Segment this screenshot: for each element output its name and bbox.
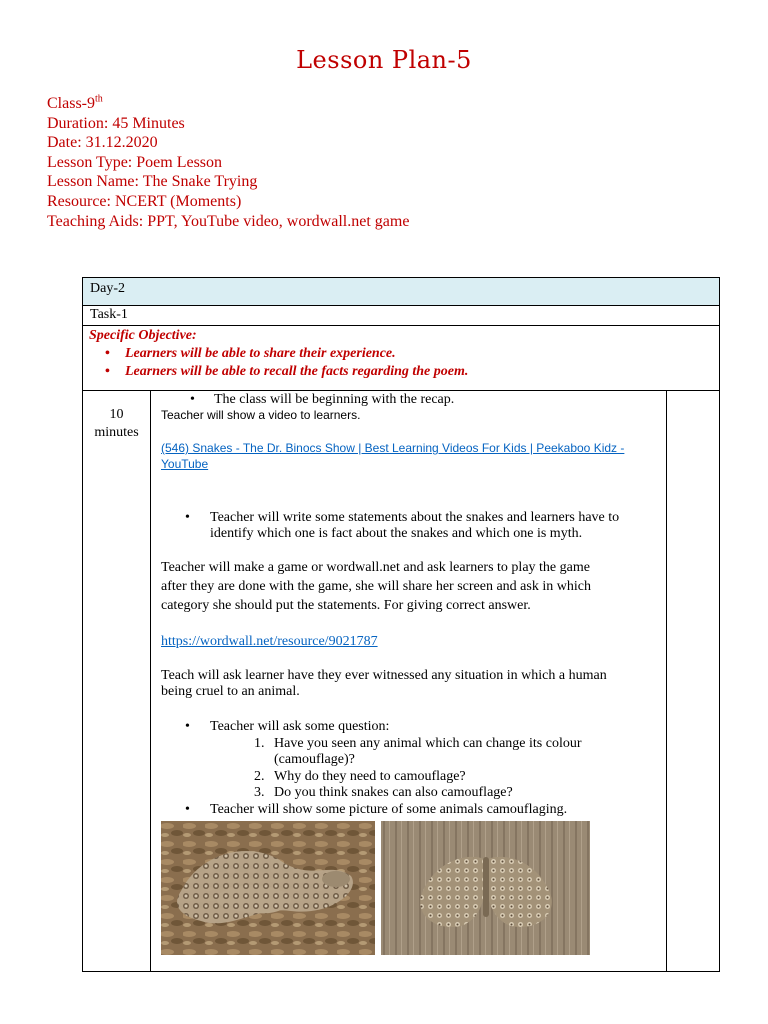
time-cell bbox=[83, 406, 150, 442]
question-number: 3. bbox=[254, 785, 265, 800]
bullet-marker: • bbox=[185, 719, 190, 734]
statements-text-cont: identify which one is fact about the snakes and which one is myth. bbox=[210, 526, 583, 541]
objective-item: • Learners will be able to recall the facts regarding the poem. bbox=[83, 363, 468, 381]
column-divider bbox=[666, 391, 667, 971]
lesson-title: Lesson Plan-5 bbox=[296, 46, 472, 74]
question-text: Why do they need to camouflage? bbox=[274, 769, 466, 784]
bullet-marker: • bbox=[190, 392, 195, 407]
video-link[interactable]: (546) Snakes - The Dr. Binocs Show | Best Learning Videos For Kids | Peekaboo Kidz - bbox=[161, 441, 625, 455]
class-info: Class-9th bbox=[47, 93, 103, 112]
objective-item: • Learners will be able to share their experience. bbox=[83, 345, 468, 363]
task-row bbox=[82, 305, 720, 326]
lesson-name-info: Lesson Name: The Snake Trying bbox=[47, 173, 258, 191]
objective-list bbox=[83, 345, 468, 381]
question-text: Have you seen any animal which can change its colour bbox=[274, 736, 582, 751]
question-text-cont: (camouflage)? bbox=[274, 752, 355, 767]
game-text-cont: after they are done with the game, she will share her screen and ask in which bbox=[161, 579, 591, 594]
cruel-text-cont: being cruel to an animal. bbox=[161, 684, 300, 699]
lesson-meta bbox=[47, 94, 409, 231]
duration-info: Duration: 45 Minutes bbox=[47, 114, 185, 132]
day-row bbox=[82, 277, 720, 306]
objective-heading: Specific Objective: bbox=[89, 328, 197, 343]
question-number: 2. bbox=[254, 769, 265, 784]
resource-info: Resource: NCERT (Moments) bbox=[47, 192, 242, 210]
bullet-marker: • bbox=[185, 802, 190, 817]
statements-text: Teacher will write some statements about the snakes and learners have to bbox=[210, 510, 620, 525]
date-info: Date: 31.12.2020 bbox=[47, 134, 158, 152]
game-text-cont2: category she should put the statements. For giving correct answer. bbox=[161, 598, 531, 613]
wordwall-link[interactable]: https://wordwall.net/resource/9021787 bbox=[161, 634, 378, 649]
activity-row bbox=[82, 390, 720, 972]
cruel-text: Teach will ask learner have they ever witnessed any situation in which a human bbox=[161, 668, 607, 683]
question-number: 1. bbox=[254, 736, 265, 751]
column-divider bbox=[150, 391, 151, 971]
task-label: Task-1 bbox=[90, 307, 128, 322]
game-text: Teacher will make a game or wordwall.net and ask learners to play the game bbox=[161, 560, 590, 575]
bullet-marker: • bbox=[185, 510, 190, 525]
objective-row bbox=[82, 325, 720, 391]
moth-camouflage-photo bbox=[381, 821, 590, 955]
snake-camouflage-photo bbox=[161, 821, 375, 955]
recap-text: The class will be beginning with the recap. bbox=[214, 392, 455, 407]
teaching-aids-info: Teaching Aids: PPT, YouTube video, wordwall.net game bbox=[47, 212, 410, 230]
question-intro: Teacher will ask some question: bbox=[210, 719, 390, 734]
picture-text: Teacher will show some picture of some animals camouflaging. bbox=[210, 802, 568, 817]
time-value: 10 bbox=[109, 407, 124, 422]
time-unit: minutes bbox=[94, 425, 139, 440]
question-text: Do you think snakes can also camouflage? bbox=[274, 785, 513, 800]
video-link-cont[interactable]: YouTube bbox=[161, 457, 209, 471]
day-label: Day-2 bbox=[90, 281, 125, 296]
lesson-type-info: Lesson Type: Poem Lesson bbox=[47, 153, 223, 171]
video-text: Teacher will show a video to learners. bbox=[161, 408, 361, 422]
